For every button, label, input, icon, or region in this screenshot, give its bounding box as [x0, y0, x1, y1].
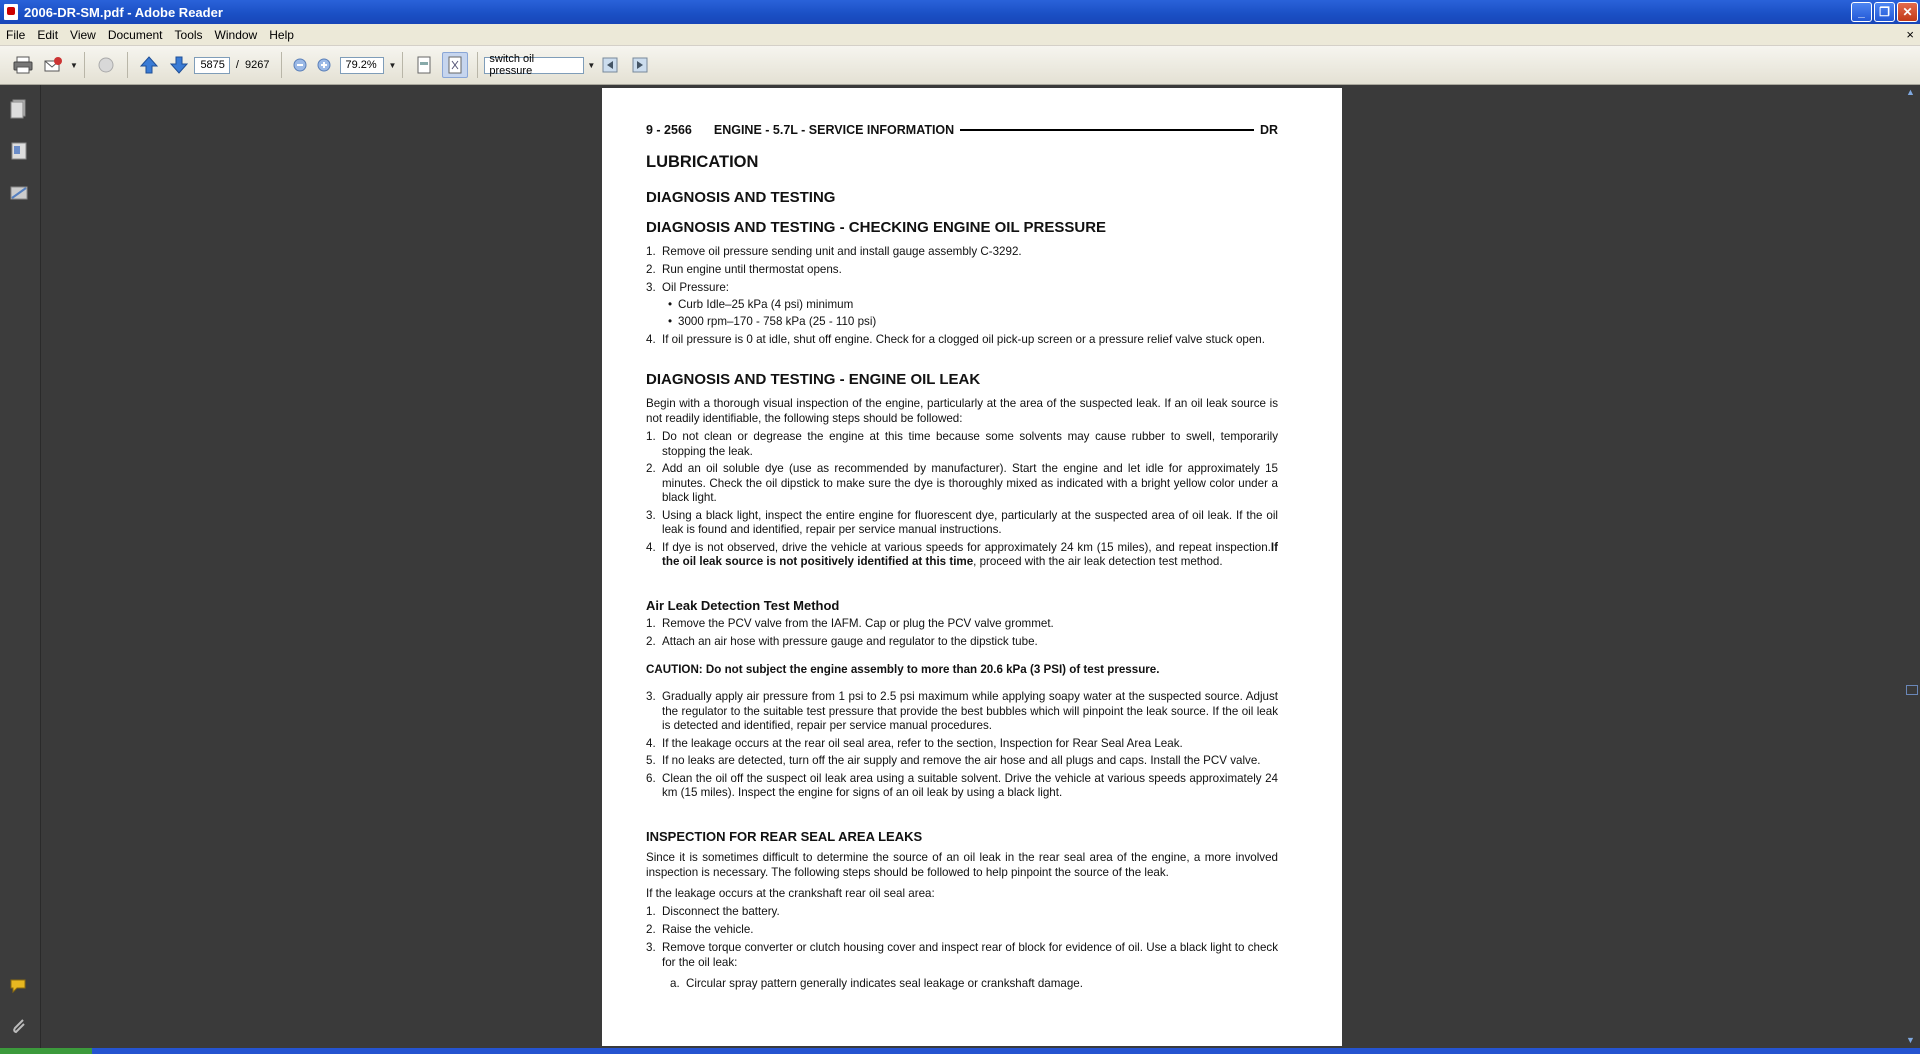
menu-file[interactable]: File	[6, 27, 26, 42]
list-item: 2. Run engine until thermostat opens.	[646, 263, 842, 276]
list-item: 1. Do not clean or degrease the engine at this time because some solvents may cause rubber to swell, temporarily stopping the leak.	[646, 430, 1278, 458]
toolbar	[0, 46, 1920, 85]
comments-icon[interactable]	[8, 975, 30, 997]
oil-leak-intro: Begin with a thorough visual inspection of the engine, particularly at the area of the suspected leak. If an oil leak source is not readily identifiable, the following steps should be followed:	[646, 397, 1278, 425]
pages-icon[interactable]	[8, 97, 30, 119]
page-total: 9267	[244, 59, 270, 71]
list-item: 3. Using a black light, inspect the entire engine for fluorescent dye, particularly at the suspected area of oil leak. If the oil leak is found and identified, repair per service manual instructions.	[646, 508, 1278, 536]
page-separator: /	[235, 59, 239, 71]
list-item: 4. If the leakage occurs at the rear oil seal area, refer to the section, Inspection for Rear Seal Area Leak.	[646, 736, 1183, 750]
sub-list-item: a. Circular spray pattern generally indicates seal leakage or crankshaft damage.	[670, 977, 1083, 990]
find-next-icon[interactable]	[628, 53, 652, 77]
document-close-button[interactable]: ×	[1906, 27, 1914, 42]
running-header	[646, 122, 1278, 138]
page-title: LUBRICATION	[646, 153, 759, 171]
next-page-icon[interactable]	[167, 53, 191, 77]
toolbar-divider	[84, 52, 85, 78]
chevron-down-icon[interactable]: ▼	[70, 60, 78, 70]
vertical-scrollbar[interactable]	[1903, 85, 1920, 1048]
list-item: 6. Clean the oil off the suspect oil leak area using a suitable solvent. Drive the vehicle at various speeds approximately 24 km (15 miles). Inspect the engine for signs of an oil leak by using a black light.	[646, 771, 1278, 799]
list-item: 5. If no leaks are detected, turn off the air supply and remove the air hose and all plugs and caps. Install the PCV valve.	[646, 754, 1261, 767]
toolbar-divider	[477, 52, 478, 78]
list-item: 4. If dye is not observed, drive the vehicle at various speeds for approximately 24 km (15 miles), and repeat inspection.If the oil leak source is not positively identified at this time, proceed with the air leak detection test method.	[646, 540, 1278, 568]
zoom-in-icon[interactable]	[315, 53, 333, 77]
list-item: 3. Remove torque converter or clutch housing cover and inspect rear of block for evidence of oil. Use a black light to check for the oil leak:	[646, 941, 1278, 969]
air-leak-heading: Air Leak Detection Test Method	[646, 598, 840, 613]
menu-document[interactable]: Document	[107, 27, 163, 42]
title-bar	[0, 0, 1920, 24]
list-item: 2. Raise the vehicle.	[646, 923, 754, 936]
menu-help[interactable]: Help	[269, 27, 294, 42]
oil-pressure-steps	[646, 245, 1278, 348]
list-item: 2. Attach an air hose with pressure gauge and regulator to the dipstick tube.	[646, 635, 1038, 648]
air-leak-steps	[646, 617, 1278, 650]
oil-leak-heading: DIAGNOSIS AND TESTING - ENGINE OIL LEAK	[646, 371, 981, 388]
start-button[interactable]	[0, 1048, 92, 1054]
bullet-item: • 3000 rpm–170 - 758 kPa (25 - 110 psi)	[667, 315, 877, 328]
zoom-input[interactable]: 79.2%	[340, 57, 384, 74]
bookmarks-icon[interactable]	[8, 140, 30, 162]
signatures-icon[interactable]	[8, 182, 30, 204]
page-number-input[interactable]: 5875	[194, 57, 230, 74]
restore-button[interactable]: ❐	[1874, 2, 1895, 22]
list-item: 3. Gradually apply air pressure from 1 psi to 2.5 psi maximum while applying soapy water at the suspected source. Adjust the regulator to the suitable test pressure that provide the best bubbles which will pinpoint the leak source. If the oil leak is detected and identified, repair per service manual procedures.	[646, 690, 1278, 732]
scrollbar-thumb[interactable]	[1906, 685, 1918, 695]
scroll-down-icon[interactable]: ▼	[1906, 1035, 1915, 1045]
attachments-icon[interactable]	[8, 1015, 30, 1037]
zoom-out-icon[interactable]	[291, 53, 309, 77]
fit-width-icon[interactable]	[412, 53, 436, 77]
search-input[interactable]: switch oil pressure	[484, 57, 584, 74]
list-item: 1. Remove oil pressure sending unit and install gauge assembly C-3292.	[646, 245, 1022, 258]
taskbar	[0, 1048, 1920, 1054]
pdf-app-icon	[4, 4, 18, 20]
fit-page-icon[interactable]	[442, 52, 468, 78]
minimize-button[interactable]: _	[1851, 2, 1872, 22]
model-label: DR	[1259, 122, 1278, 137]
page-number-label: 9 - 2566	[646, 122, 692, 137]
email-icon[interactable]	[41, 53, 65, 77]
list-item: 1. Disconnect the battery.	[646, 905, 780, 918]
pdf-page	[602, 88, 1342, 1046]
header-rule	[960, 129, 1254, 131]
toolbar-divider	[402, 52, 403, 78]
list-item: 4. If oil pressure is 0 at idle, shut off engine. Check for a clogged oil pick-up screen or a pressure relief valve stuck open.	[646, 333, 1265, 346]
menu-window[interactable]: Window	[214, 27, 258, 42]
menu-tools[interactable]: Tools	[174, 27, 203, 42]
oil-pressure-heading: DIAGNOSIS AND TESTING - CHECKING ENGINE OIL PRESSURE	[646, 219, 1107, 236]
menu-edit[interactable]: Edit	[37, 27, 59, 42]
close-button[interactable]: ✕	[1897, 2, 1918, 22]
hand-tool-icon[interactable]	[94, 53, 118, 77]
printer-icon[interactable]	[11, 53, 35, 77]
section-label: ENGINE - 5.7L - SERVICE INFORMATION	[713, 122, 955, 137]
previous-page-icon[interactable]	[137, 53, 161, 77]
rear-seal-steps	[646, 905, 1278, 992]
menu-bar	[0, 24, 1920, 46]
menu-view[interactable]: View	[70, 27, 96, 42]
window-title: 2006-DR-SM.pdf - Adobe Reader	[24, 4, 223, 20]
zoom-dropdown-icon[interactable]: ▼	[388, 60, 397, 70]
diagnosis-heading: DIAGNOSIS AND TESTING	[646, 189, 836, 206]
caution-note: CAUTION: Do not subject the engine assembly to more than 20.6 kPa (3 PSI) of test pressure.	[646, 663, 1160, 676]
search-dropdown-icon[interactable]: ▼	[587, 60, 596, 70]
find-previous-icon[interactable]	[598, 53, 622, 77]
bullet-item: • Curb Idle–25 kPa (4 psi) minimum	[667, 298, 854, 311]
rear-seal-heading: INSPECTION FOR REAR SEAL AREA LEAKS	[646, 829, 923, 844]
scroll-up-icon[interactable]: ▲	[1906, 87, 1915, 97]
list-item: 1. Remove the PCV valve from the IAFM. Cap or plug the PCV valve grommet.	[646, 617, 1054, 630]
list-item: 2. Add an oil soluble dye (use as recommended by manufacturer). Start the engine and let idle for approximately 15 minutes. Check the oil dipstick to make sure the dye is thoroughly mixed as indicated with a bright yellow color under a black light.	[646, 462, 1278, 504]
toolbar-divider	[127, 52, 128, 78]
navigation-panel	[0, 85, 41, 1048]
toolbar-divider	[281, 52, 282, 78]
list-item: 3. Oil Pressure:	[646, 281, 730, 294]
rear-seal-intro: Since it is sometimes difficult to determine the source of an oil leak in the rear seal area of the engine, a more involved inspection is necessary. The following steps should be followed to help pinpoint the source of the leak.	[646, 851, 1278, 879]
air-leak-steps-continued	[646, 690, 1278, 801]
rear-seal-condition: If the leakage occurs at the crankshaft rear oil seal area:	[646, 887, 935, 900]
oil-leak-steps	[646, 430, 1278, 570]
